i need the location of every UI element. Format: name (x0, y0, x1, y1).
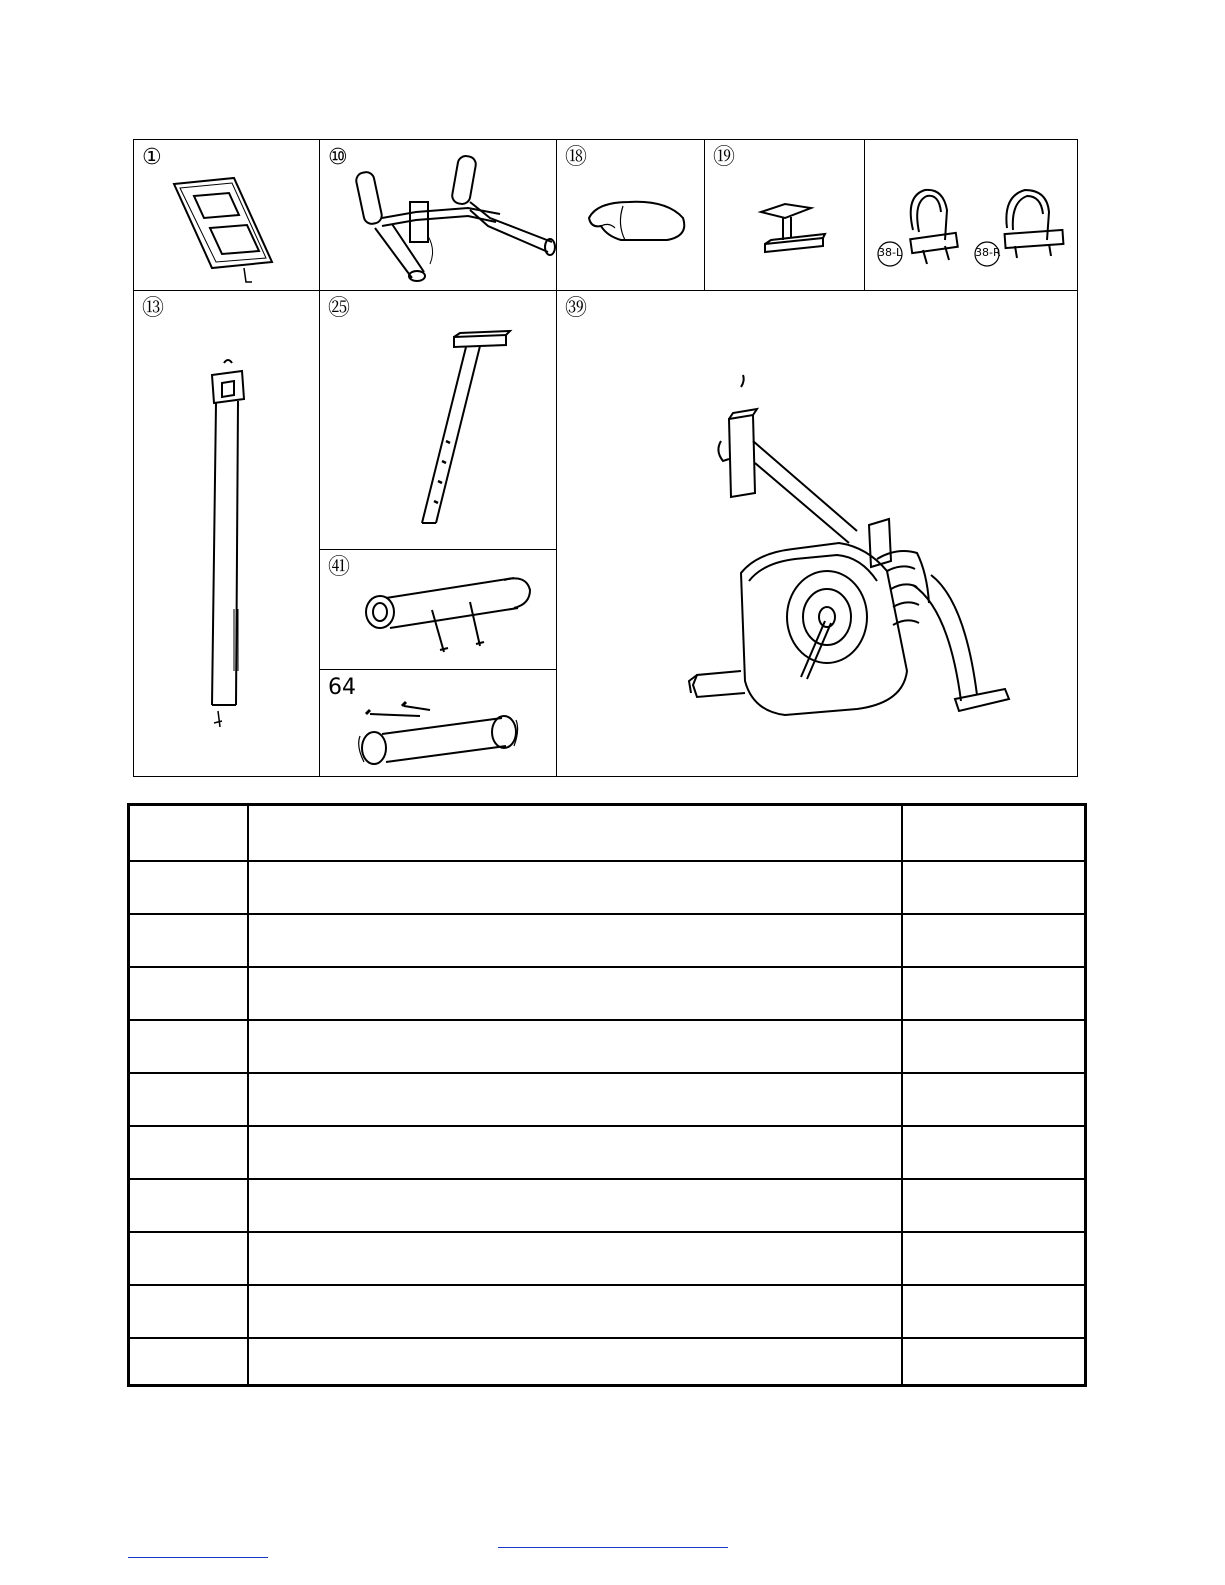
table-cell (903, 1127, 1084, 1178)
table-header-row (130, 806, 1084, 860)
table-row (130, 1231, 1084, 1284)
part-number: 64 (328, 675, 356, 700)
part-number: ⑩ (328, 145, 348, 170)
table-cell (903, 1233, 1084, 1284)
table-cell (249, 862, 903, 913)
part-cell-pedals (865, 140, 1077, 291)
table-cell (130, 915, 249, 966)
table-row (130, 913, 1084, 966)
console-drawing (134, 140, 320, 291)
part-number: ① (142, 145, 162, 170)
table-header-cell (130, 806, 249, 860)
footer-link-left[interactable] (128, 1557, 268, 1558)
table-cell (903, 968, 1084, 1019)
table-cell (903, 1180, 1084, 1231)
handlebar-drawing (320, 140, 557, 291)
table-cell (249, 1180, 903, 1231)
table-row (130, 1019, 1084, 1072)
pedal-right-label: 38-R (975, 246, 1001, 259)
pedals-drawing (865, 140, 1077, 291)
part-number: ⑬ (142, 296, 165, 321)
table-cell (130, 1286, 249, 1337)
table-cell (130, 1339, 249, 1384)
parts-illustration-grid (133, 139, 1078, 777)
table-cell (903, 1074, 1084, 1125)
table-cell (249, 1074, 903, 1125)
table-row (130, 1284, 1084, 1337)
seat-bracket-drawing (705, 140, 865, 291)
table-cell (130, 862, 249, 913)
table-cell (130, 1074, 249, 1125)
part-cell-front-stabilizer (320, 550, 557, 670)
table-cell (249, 1339, 903, 1384)
table-cell (249, 1233, 903, 1284)
table-cell (130, 1233, 249, 1284)
table-row (130, 1337, 1084, 1384)
seat-drawing (557, 140, 705, 291)
part-number: ⑲ (713, 145, 736, 170)
table-cell (903, 915, 1084, 966)
part-cell-main-frame (557, 291, 1077, 777)
part-cell-seat-post (320, 291, 557, 550)
table-cell (130, 1021, 249, 1072)
table-cell (903, 1286, 1084, 1337)
part-number: ⑱ (565, 145, 588, 170)
part-cell-seat-bracket (705, 140, 865, 291)
table-cell (249, 1127, 903, 1178)
table-cell (903, 1021, 1084, 1072)
table-header-cell (249, 806, 903, 860)
table-cell (249, 1021, 903, 1072)
table-cell (249, 968, 903, 1019)
rear-stabilizer-drawing (320, 670, 557, 777)
table-header-cell (903, 806, 1084, 860)
seat-post-drawing (320, 291, 557, 550)
footer-link-center[interactable] (498, 1547, 728, 1548)
table-row (130, 1072, 1084, 1125)
part-number: ㉕ (328, 296, 351, 321)
table-row (130, 1178, 1084, 1231)
main-frame-drawing (557, 291, 1077, 777)
part-cell-console-mast (134, 291, 320, 777)
front-stabilizer-drawing (320, 550, 557, 670)
part-cell-rear-stabilizer (320, 670, 557, 777)
table-cell (249, 915, 903, 966)
part-cell-handlebar (320, 140, 557, 291)
pedal-left-label: 38-L (878, 246, 903, 259)
table-cell (130, 1127, 249, 1178)
part-cell-console (134, 140, 320, 291)
console-mast-drawing (134, 291, 320, 777)
table-cell (130, 1180, 249, 1231)
table-cell (249, 1286, 903, 1337)
part-cell-seat (557, 140, 705, 291)
table-cell (130, 968, 249, 1019)
parts-list-table (127, 803, 1087, 1387)
table-row (130, 1125, 1084, 1178)
table-cell (903, 1339, 1084, 1384)
table-row (130, 966, 1084, 1019)
table-row (130, 860, 1084, 913)
part-number: ㊶ (328, 555, 351, 580)
table-cell (903, 862, 1084, 913)
part-number: ㊴ (565, 296, 588, 321)
